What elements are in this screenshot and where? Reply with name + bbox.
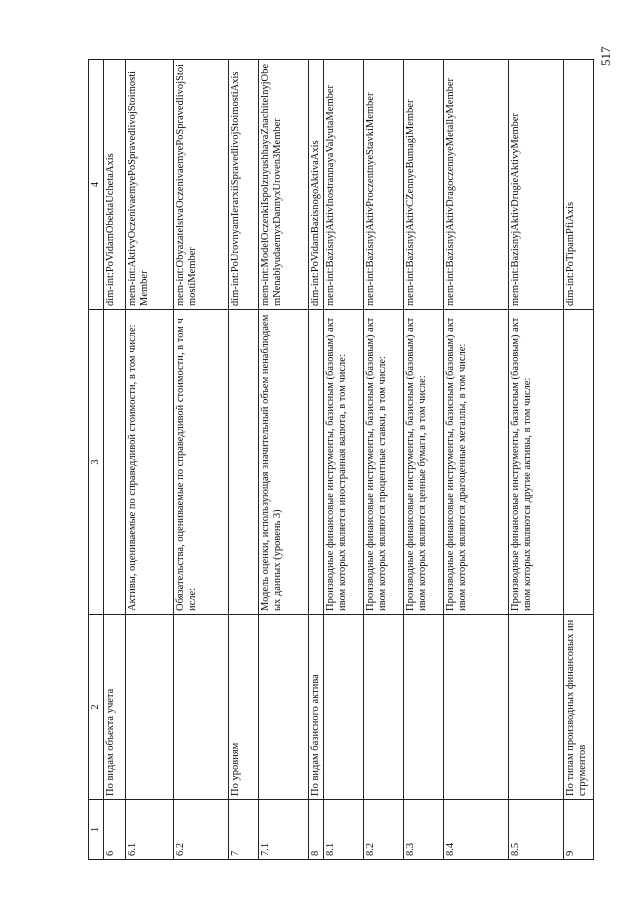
row-description: Производные финансовые инструменты, базисным (базовым) активом которых является иностранная валюта, в том числе: (324, 310, 364, 615)
row-code: mem-int:ObyazatelstvaOczenivaemyePoSpravedlivojStoimostiMember (174, 60, 229, 310)
row-description: Активы, оцениваемые по справедливой стоимости, в том числе: (126, 310, 174, 615)
row-description (104, 310, 126, 615)
row-number: 8 (309, 800, 324, 860)
table-row (444, 60, 509, 860)
row-code: mem-int:BazisnyjAktivProczentnyeStavkiMember (364, 60, 404, 310)
row-category (364, 615, 404, 800)
row-number: 9 (564, 800, 594, 860)
row-number: 8.3 (404, 800, 444, 860)
table-row (126, 60, 174, 860)
row-code: dim-int:PoUrovnyamIerarxiiSpravedlivojStoimostiAxis (229, 60, 259, 310)
taxonomy-table (88, 59, 594, 860)
header-cell: 3 (89, 310, 104, 615)
row-description: Производные финансовые инструменты, базисным (базовым) активом которых являются другие активы, в том числе: (509, 310, 564, 615)
row-category (174, 615, 229, 800)
table-row (509, 60, 564, 860)
row-number: 7 (229, 800, 259, 860)
row-code: mem-int:ModelOczenkiIspolzuyushhayaZnachitelnyjObemNenablyudaemyxDannyxUroven3Member (259, 60, 309, 310)
row-number: 8.2 (364, 800, 404, 860)
row-description: Модель оценки, использующая значительный объем ненаблюдаемых данных (уровень 3) (259, 310, 309, 615)
table-row (104, 60, 126, 860)
row-description: Производные финансовые инструменты, базисным (базовым) активом которых являются процентные ставки, в том числе: (364, 310, 404, 615)
table-header-row (89, 60, 104, 860)
table-row (404, 60, 444, 860)
row-category: По видам объекта учета (104, 615, 126, 800)
row-description (309, 310, 324, 615)
row-number: 8.5 (509, 800, 564, 860)
rotated-table-wrapper (88, 60, 588, 860)
row-number: 6.1 (126, 800, 174, 860)
header-cell: 1 (89, 800, 104, 860)
row-code: mem-int:AktivyOczenivaemyePoSpravedlivojStoimostiMember (126, 60, 174, 310)
row-code: mem-int:BazisnyjAktivDrugieAktivyMember (509, 60, 564, 310)
table-row (229, 60, 259, 860)
row-category (404, 615, 444, 800)
row-description: Обязательства, оцениваемые по справедливой стоимости, в том числе: (174, 310, 229, 615)
row-category: По типам производных финансовых инструментов (564, 615, 594, 800)
row-number: 8.4 (444, 800, 509, 860)
row-number: 8.1 (324, 800, 364, 860)
row-number: 6 (104, 800, 126, 860)
row-category (259, 615, 309, 800)
table-row (309, 60, 324, 860)
row-code: dim-int:PoVidamBazisnogoAktivaAxis (309, 60, 324, 310)
header-cell: 2 (89, 615, 104, 800)
row-description (564, 310, 594, 615)
table-row (174, 60, 229, 860)
row-number: 6.2 (174, 800, 229, 860)
row-category (444, 615, 509, 800)
row-code: mem-int:BazisnyjAktivInostrannayaValyutaMember (324, 60, 364, 310)
table-row (259, 60, 309, 860)
row-description (229, 310, 259, 615)
row-code: dim-int:PoVidamObektaUchetaAxis (104, 60, 126, 310)
table-row (564, 60, 594, 860)
page-number: 517 (598, 46, 613, 66)
row-category: По видам базисного актива (309, 615, 324, 800)
row-description: Производные финансовые инструменты, базисным (базовым) активом которых являются драгоценные металлы, в том числе: (444, 310, 509, 615)
row-category (324, 615, 364, 800)
row-code: dim-int:PoTipamPfiAxis (564, 60, 594, 310)
row-category: По уровням (229, 615, 259, 800)
row-description: Производные финансовые инструменты, базисным (базовым) активом которых являются ценные бумаги, в том числе: (404, 310, 444, 615)
table-row (324, 60, 364, 860)
header-cell: 4 (89, 60, 104, 310)
row-code: mem-int:BazisnyjAktivCZennyeBumagiMember (404, 60, 444, 310)
row-category (126, 615, 174, 800)
row-category (509, 615, 564, 800)
row-number: 7.1 (259, 800, 309, 860)
table-row (364, 60, 404, 860)
row-code: mem-int:BazisnyjAktivDragoczennyeMetallyMember (444, 60, 509, 310)
